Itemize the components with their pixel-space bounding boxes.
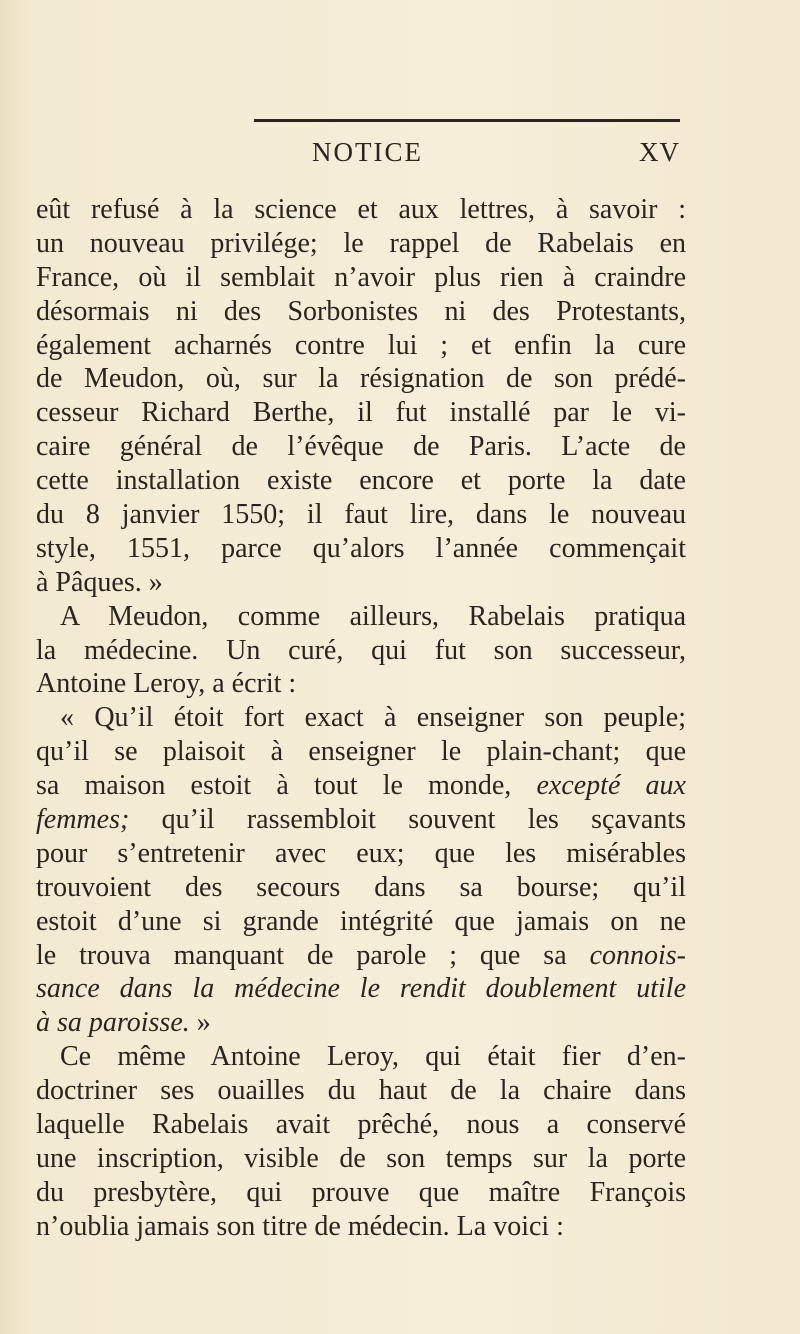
text-line bbox=[36, 1176, 686, 1210]
text-run: laquelle Rabelais avait prêché, nous a conservé bbox=[36, 1109, 686, 1141]
italic-text: connois- bbox=[589, 939, 686, 971]
text-run: un nouveau privilége; le rappel de Rabelais en bbox=[36, 227, 686, 259]
body-text bbox=[36, 193, 686, 1244]
running-title: NOTICE bbox=[312, 137, 423, 167]
text-line bbox=[36, 735, 686, 769]
text-run: style, 1551, parce qu’alors l’année commençait bbox=[36, 532, 686, 564]
text-line bbox=[36, 803, 686, 837]
text-line bbox=[36, 1074, 686, 1108]
text-run: « Qu’il étoit fort exact à enseigner son peuple; bbox=[60, 702, 686, 734]
text-line bbox=[36, 1108, 686, 1142]
text-run: eût refusé à la science et aux lettres, à savoir : bbox=[36, 194, 686, 225]
text-line bbox=[36, 1210, 686, 1244]
text-line bbox=[36, 1040, 686, 1074]
text-run: qu’il rassembloit souvent les sçavants bbox=[129, 804, 686, 836]
text-run: doctriner ses ouailles du haut de la chaire dans bbox=[36, 1075, 686, 1107]
text-line bbox=[36, 1142, 686, 1176]
text-run: Ce même Antoine Leroy, qui était fier d’en- bbox=[60, 1041, 686, 1073]
text-run: A Meudon, comme ailleurs, Rabelais pratiqua bbox=[60, 600, 686, 632]
text-run: Antoine Leroy, a écrit : bbox=[36, 668, 297, 700]
italic-text: femmes; bbox=[36, 804, 130, 836]
text-run: trouvoient des secours dans sa bourse; qu’il bbox=[36, 871, 686, 903]
text-run: du presbytère, qui prouve que maître François bbox=[36, 1176, 686, 1208]
text-run: caire général de l’évêque de Paris. L’acte de bbox=[36, 431, 686, 463]
text-line bbox=[36, 464, 686, 498]
text-run: pour s’entretenir avec eux; que les misérables bbox=[36, 837, 686, 869]
text-run: désormais ni des Sorbonistes ni des Protestants, bbox=[36, 295, 686, 327]
text-run: également acharnés contre lui ; et enfin la cure bbox=[36, 329, 686, 361]
text-line bbox=[36, 837, 686, 871]
page-number: XV bbox=[639, 137, 680, 167]
text-run: cesseur Richard Berthe, il fut installé par le vi- bbox=[36, 397, 686, 429]
text-run: France, où il semblait n’avoir plus rien à craindre bbox=[36, 261, 686, 293]
text-run: cette installation existe encore et porte la date bbox=[36, 465, 686, 497]
italic-text: excepté aux bbox=[536, 770, 686, 802]
text-line bbox=[36, 566, 686, 600]
text-run: qu’il se plaisoit à enseigner le plain-chant; que bbox=[36, 736, 686, 768]
text-line bbox=[36, 396, 686, 430]
text-run: » bbox=[189, 1007, 211, 1039]
text-line bbox=[36, 871, 686, 905]
text-run: estoit d’une si grande intégrité que jamais on ne bbox=[36, 905, 686, 937]
text-run: du 8 janvier 1550; il faut lire, dans le nouveau bbox=[36, 499, 686, 531]
text-line bbox=[36, 939, 686, 973]
text-line bbox=[36, 362, 686, 396]
text-line bbox=[36, 498, 686, 532]
text-run: une inscription, visible de son temps sur la porte bbox=[36, 1142, 686, 1174]
header-rule bbox=[254, 119, 680, 122]
text-run: à Pâques. » bbox=[36, 566, 163, 598]
text-line bbox=[36, 600, 686, 634]
text-line bbox=[36, 667, 686, 701]
text-run: le trouva manquant de parole ; que sa bbox=[36, 939, 590, 971]
text-line bbox=[36, 430, 686, 464]
text-line bbox=[36, 905, 686, 939]
text-line bbox=[36, 261, 686, 295]
text-line bbox=[36, 329, 686, 363]
text-run: sa maison estoit à tout le monde, bbox=[36, 770, 537, 802]
running-header bbox=[254, 134, 680, 174]
text-line bbox=[36, 1006, 686, 1040]
italic-text: sance dans la médecine le rendit doublement utile bbox=[36, 973, 686, 1005]
text-line bbox=[36, 769, 686, 803]
text-run: n’oublia jamais son titre de médecin. La voici : bbox=[36, 1210, 564, 1242]
text-line bbox=[36, 193, 686, 227]
italic-text: à sa paroisse. bbox=[36, 1007, 190, 1039]
text-line bbox=[36, 701, 686, 735]
text-run: de Meudon, où, sur la résignation de son prédé- bbox=[36, 363, 686, 395]
text-line bbox=[36, 295, 686, 329]
text-line bbox=[36, 972, 686, 1006]
text-line bbox=[36, 532, 686, 566]
text-run: la médecine. Un curé, qui fut son successeur, bbox=[36, 634, 686, 666]
text-line bbox=[36, 227, 686, 261]
text-line bbox=[36, 634, 686, 668]
